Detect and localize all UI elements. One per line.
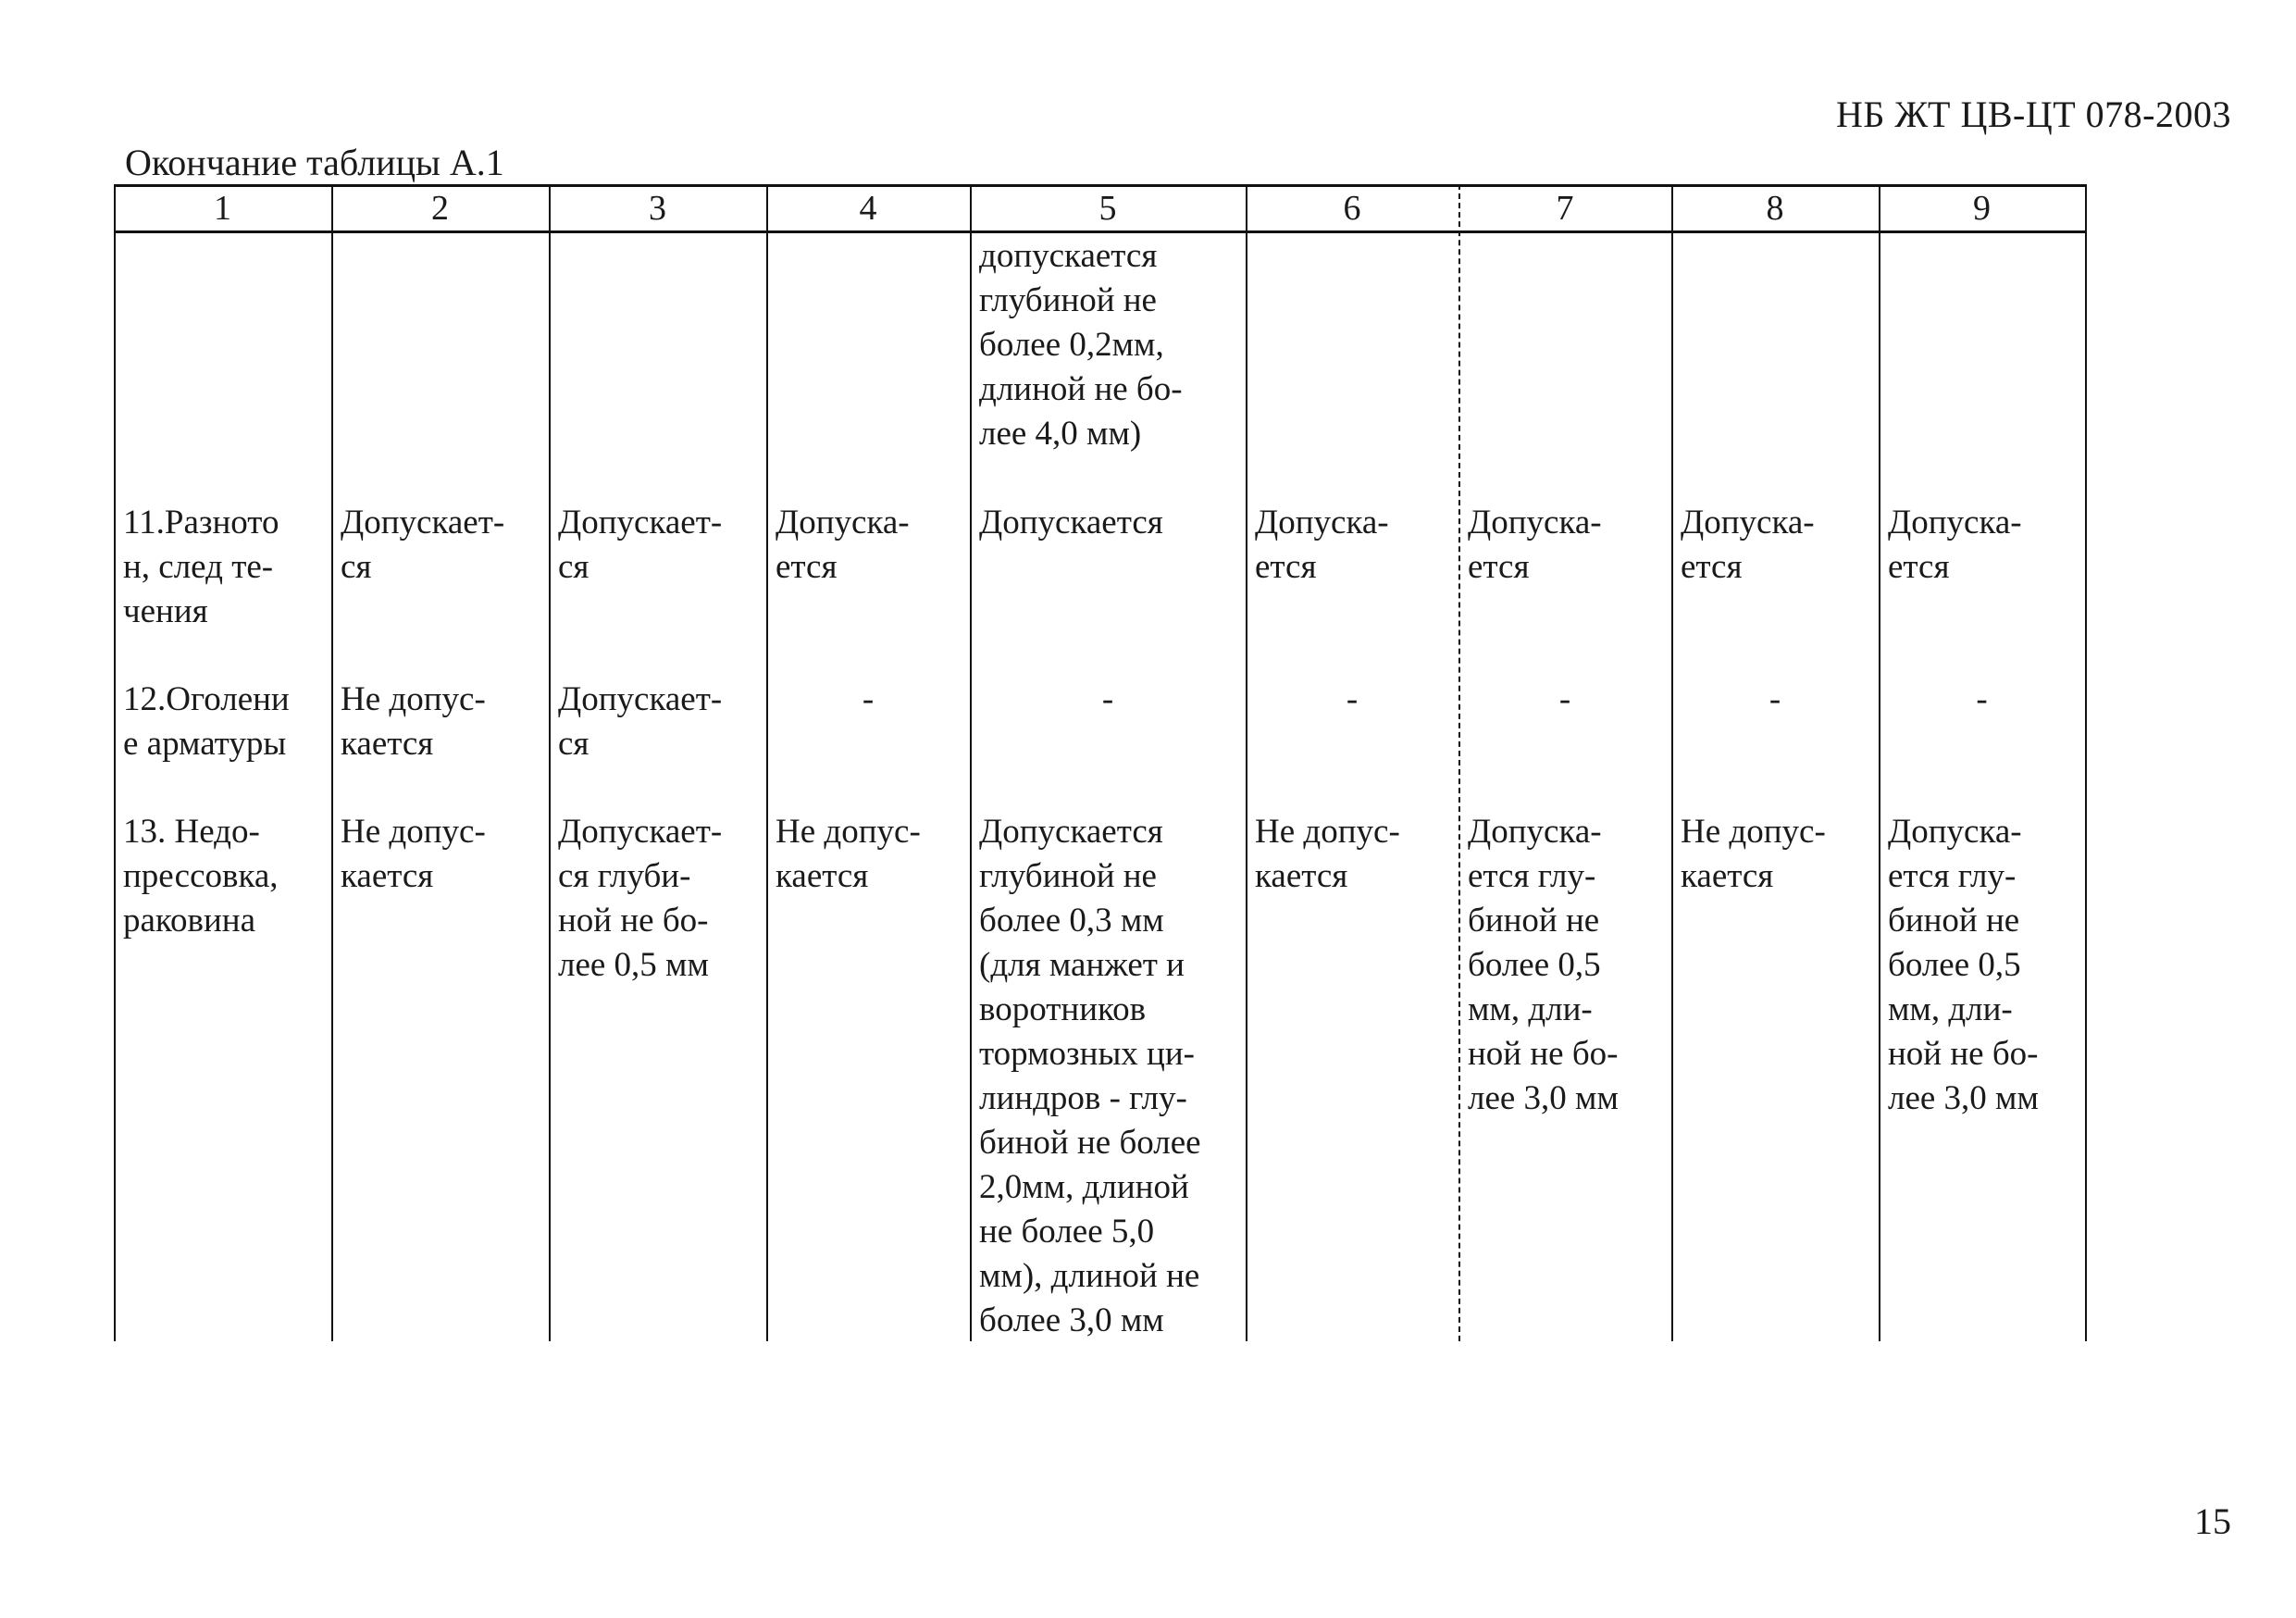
table-cell: - [1769, 680, 1781, 718]
column-divider [1458, 184, 1460, 1341]
table-cell: Не допус- кается [776, 813, 921, 895]
column-header: 1 [214, 189, 231, 228]
table-cell: Допуска- ется глу- биной не более 0,5 мм, дли- ной не бо- лее 3,0 мм [1888, 813, 2039, 1117]
table-cell: - [1346, 680, 1359, 718]
column-header: 3 [649, 189, 666, 228]
table-cell: - [1976, 680, 1988, 718]
column-divider [1671, 184, 1673, 1341]
table-cell: Допуска- ется [776, 504, 910, 586]
table-cell: Не допус- кается [341, 813, 486, 895]
table-cell: - [862, 680, 875, 718]
table-cell: Допускается глубиной не более 0,3 мм (для манжет и воротников тормозных ци- линдров - глу- биной не более 2,0мм, длиной не более 5,0 мм), длиной не более 3,0 мм [979, 813, 1201, 1339]
column-header: 8 [1766, 189, 1784, 228]
table-cell: Допускает- ся глуби- ной не бо- лее 0,5 мм [558, 813, 723, 984]
table-cell: - [1558, 680, 1571, 718]
table-cell: Допускает- ся [341, 504, 505, 586]
document-code: НБ ЖТ ЦВ-ЦТ 078-2003 [1836, 93, 2231, 135]
table-cell: 13. Недо- прессовка, раковина [123, 813, 279, 940]
table-cell: 12.Оголени е арматуры [123, 680, 290, 763]
column-header: 9 [1973, 189, 1991, 228]
table-cell: Допуска- ется глу- биной не более 0,5 мм, дли- ной не бо- лее 3,0 мм [1468, 813, 1619, 1117]
table-cell: Допускает- ся [558, 680, 723, 763]
table-cell: Не допус- кается [1681, 813, 1826, 895]
table-cell: 11.Разното н, след те- чения [123, 504, 279, 630]
column-header: 5 [1098, 189, 1117, 228]
table-cell: допускается глубиной не более 0,2мм, длиной не бо- лее 4,0 мм) [979, 237, 1183, 453]
column-header: 6 [1343, 189, 1361, 228]
column-divider [766, 184, 768, 1341]
table-cell: - [1101, 680, 1114, 718]
column-divider [2085, 184, 2087, 1341]
table-caption: Окончание таблицы А.1 [125, 142, 504, 183]
table-cell: Допуска- ется [1681, 504, 1815, 586]
table-cell: Не допус- кается [341, 680, 486, 763]
table-cell: Допуска- ется [1255, 504, 1389, 586]
table-cell: Допускается [979, 504, 1163, 541]
table-cell: Не допус- кается [1255, 813, 1400, 895]
column-header: 4 [859, 189, 877, 228]
column-header: 7 [1556, 189, 1574, 228]
table-cell: Допускает- ся [558, 504, 723, 586]
table-cell: Допуска- ется [1468, 504, 1602, 586]
page-number: 15 [2194, 1500, 2231, 1542]
header-bottom-border [114, 230, 2085, 233]
column-divider [1879, 184, 1880, 1341]
column-divider [1246, 184, 1247, 1341]
column-header: 2 [431, 189, 449, 228]
table-cell: Допуска- ется [1888, 504, 2022, 586]
